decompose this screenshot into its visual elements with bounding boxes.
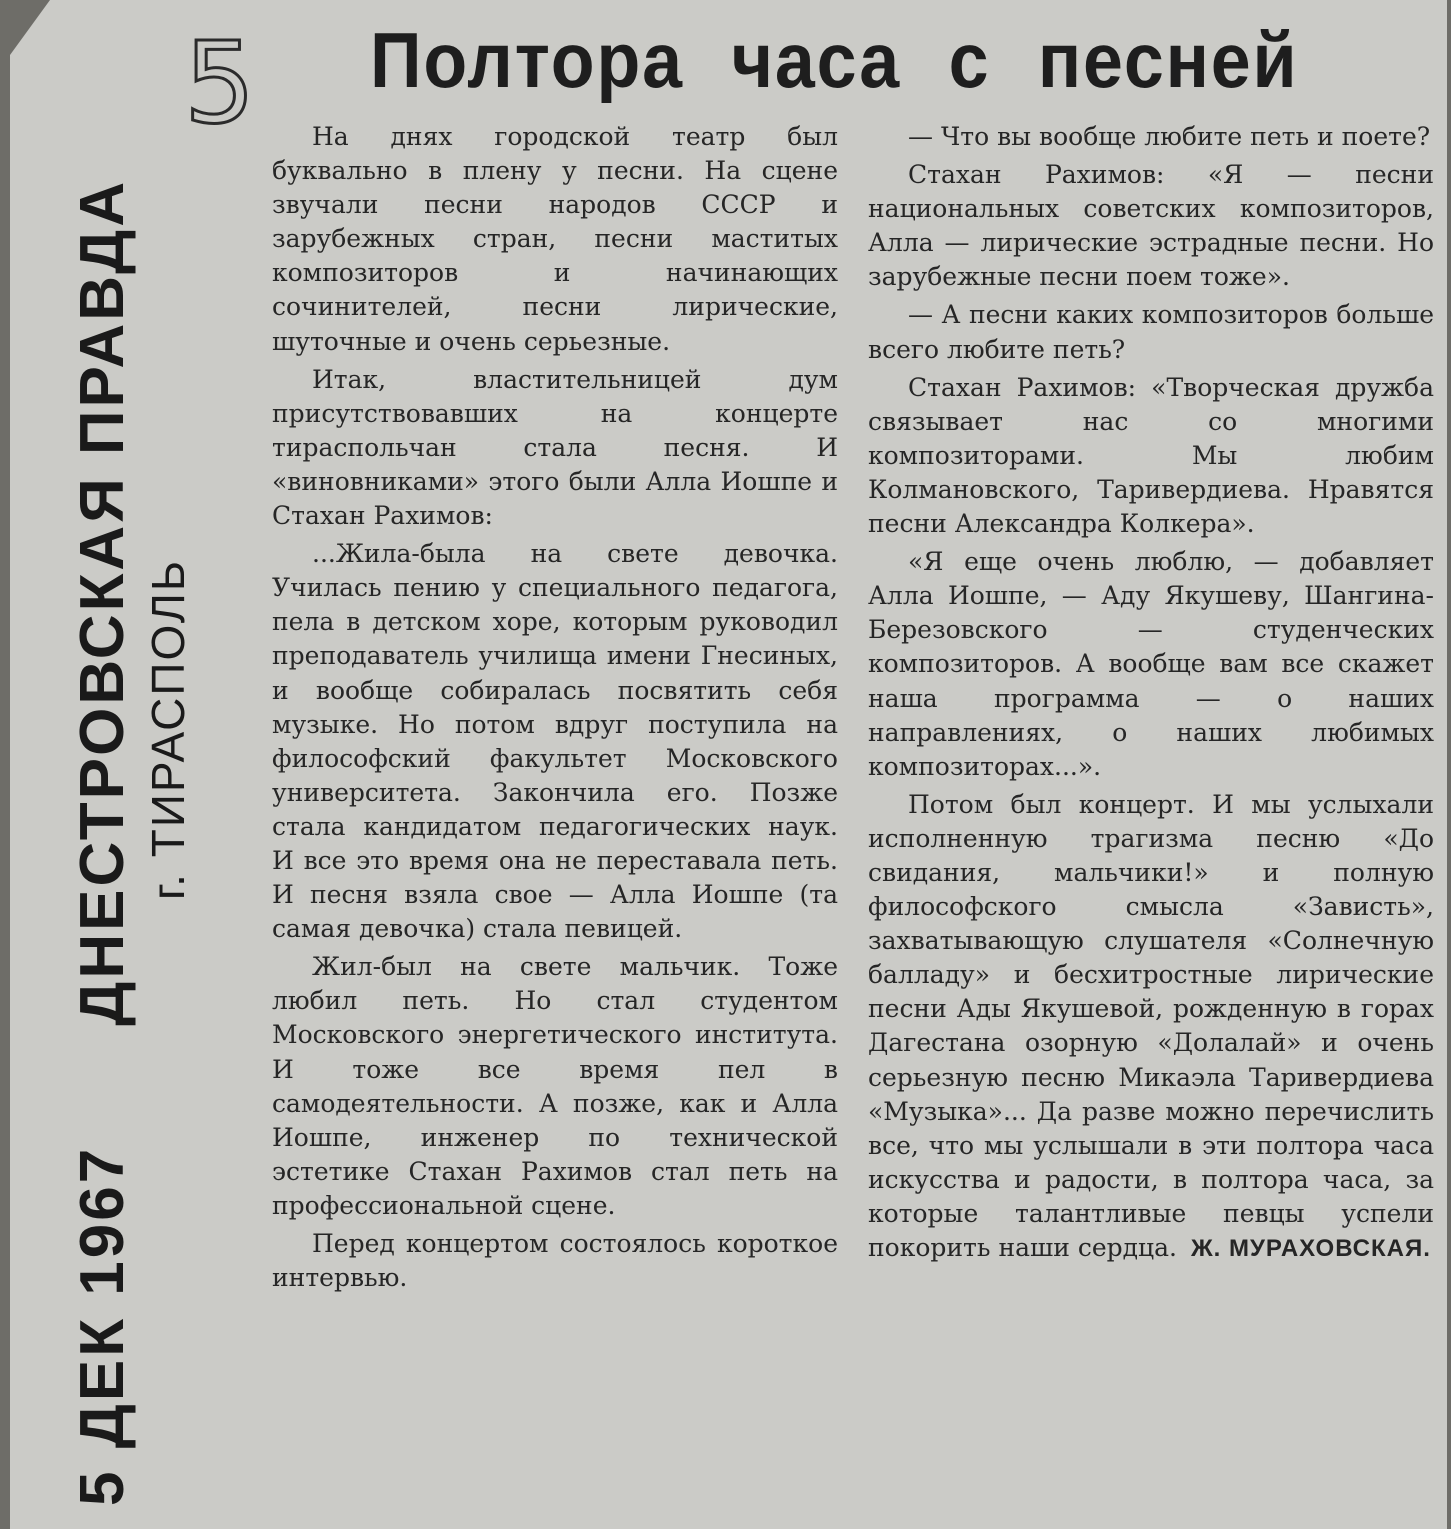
paragraph: На днях городской театр был буквально в плену у песни. На сцене звучали песни народов СССР и зарубежных стран, песни маститых композиторов и начинающих сочинителей, песни лирические, шуточные и очень серьезные. xyxy=(272,122,838,356)
article-left-column xyxy=(272,120,838,1299)
date-stamp xyxy=(0,0,260,1529)
paragraph: Перед концертом состоялось короткое интервью. xyxy=(272,1229,838,1293)
paragraph-text: Потом был концерт. И мы услыхали исполненную трагизма песню «До свидания, мальчики!» и полную философского смысла «Зависть», захватывающую слушателя «Солнечную балладу» и бесхитростные лирические песни Ады Якушевой, рожденную в горах Дагестана озорную «Долалай» и очень серьезную песню Микаэла Таривердиева «Музыка»... Да разве можно перечислить все, что мы услышали в эти полтора часа искусства и радости, в полтора часа, за которые талантливые певцы успели покорить наши сердца. xyxy=(868,789,1434,1262)
handwritten-number: 5 xyxy=(184,22,256,142)
paragraph: «Я еще очень люблю, — добавляет Алла Иошпе, — Аду Якушеву, Шангина-Березовского — студенческих композиторов. А вообще вам все скажет наша программа — о наших направлениях, о наших любимых композиторах...». xyxy=(868,547,1434,781)
paragraph: Стахан Рахимов: «Творческая дружба связывает нас со многими композиторами. Мы любим Колмановского, Таривердиева. Нравятся песни Александра Колкера». xyxy=(868,372,1434,539)
article-title: Полтора часа с песней xyxy=(370,16,1299,104)
paragraph: ...Жила-была на свете девочка. Училась пению у специального педагога, пела в детском хоре, которым руководил преподаватель училища имени Гнесиных, и вообще собиралась посвятить себя музыке. Но потом вдруг поступила на философский факультет Московского университета. Закончила его. Позже стала кандидатом педагогических наук. И все это время она не переставала петь. И песня взяла свое — Алла Иошпе (та самая девочка) стала певицей. xyxy=(272,539,838,944)
stamp-date-line xyxy=(68,178,137,1506)
paragraph: — Что вы вообще любите петь и поете? xyxy=(908,122,1431,151)
stamp-date: 5 ДЕК 1967 xyxy=(68,1145,137,1506)
article-author: Ж. МУРАХОВСКАЯ. xyxy=(1190,1235,1431,1262)
article-right-column xyxy=(868,120,1434,1270)
paragraph: Жил-был на свете мальчик. Тоже любил петь. Но стал студентом Московского энергетического института. И тоже все время пел в самодеятельности. А позже, как и Алла Иошпе, инженер по технической эстетике Стахан Рахимов стал петь на профессиональной сцене. xyxy=(272,952,838,1220)
paragraph: Стахан Рахимов: «Я — песни национальных советских композиторов, Алла — лирические эстрадные песни. Но зарубежные песни поем тоже». xyxy=(868,160,1434,292)
paragraph: — А песни каких композиторов больше всего любите петь? xyxy=(868,300,1434,364)
stamp-newspaper-name: ДНЕСТРОВСКАЯ ПРАВДА xyxy=(68,178,137,1026)
paragraph: Итак, властительницей дум присутствовавших на концерте тираспольчан стала песня. И «виновниками» этого были Алла Иошпе и Стахан Рахимов: xyxy=(272,364,838,531)
paragraph-final xyxy=(868,788,1434,1266)
stamp-city: г. ТИРАСПОЛЬ xyxy=(142,558,194,900)
